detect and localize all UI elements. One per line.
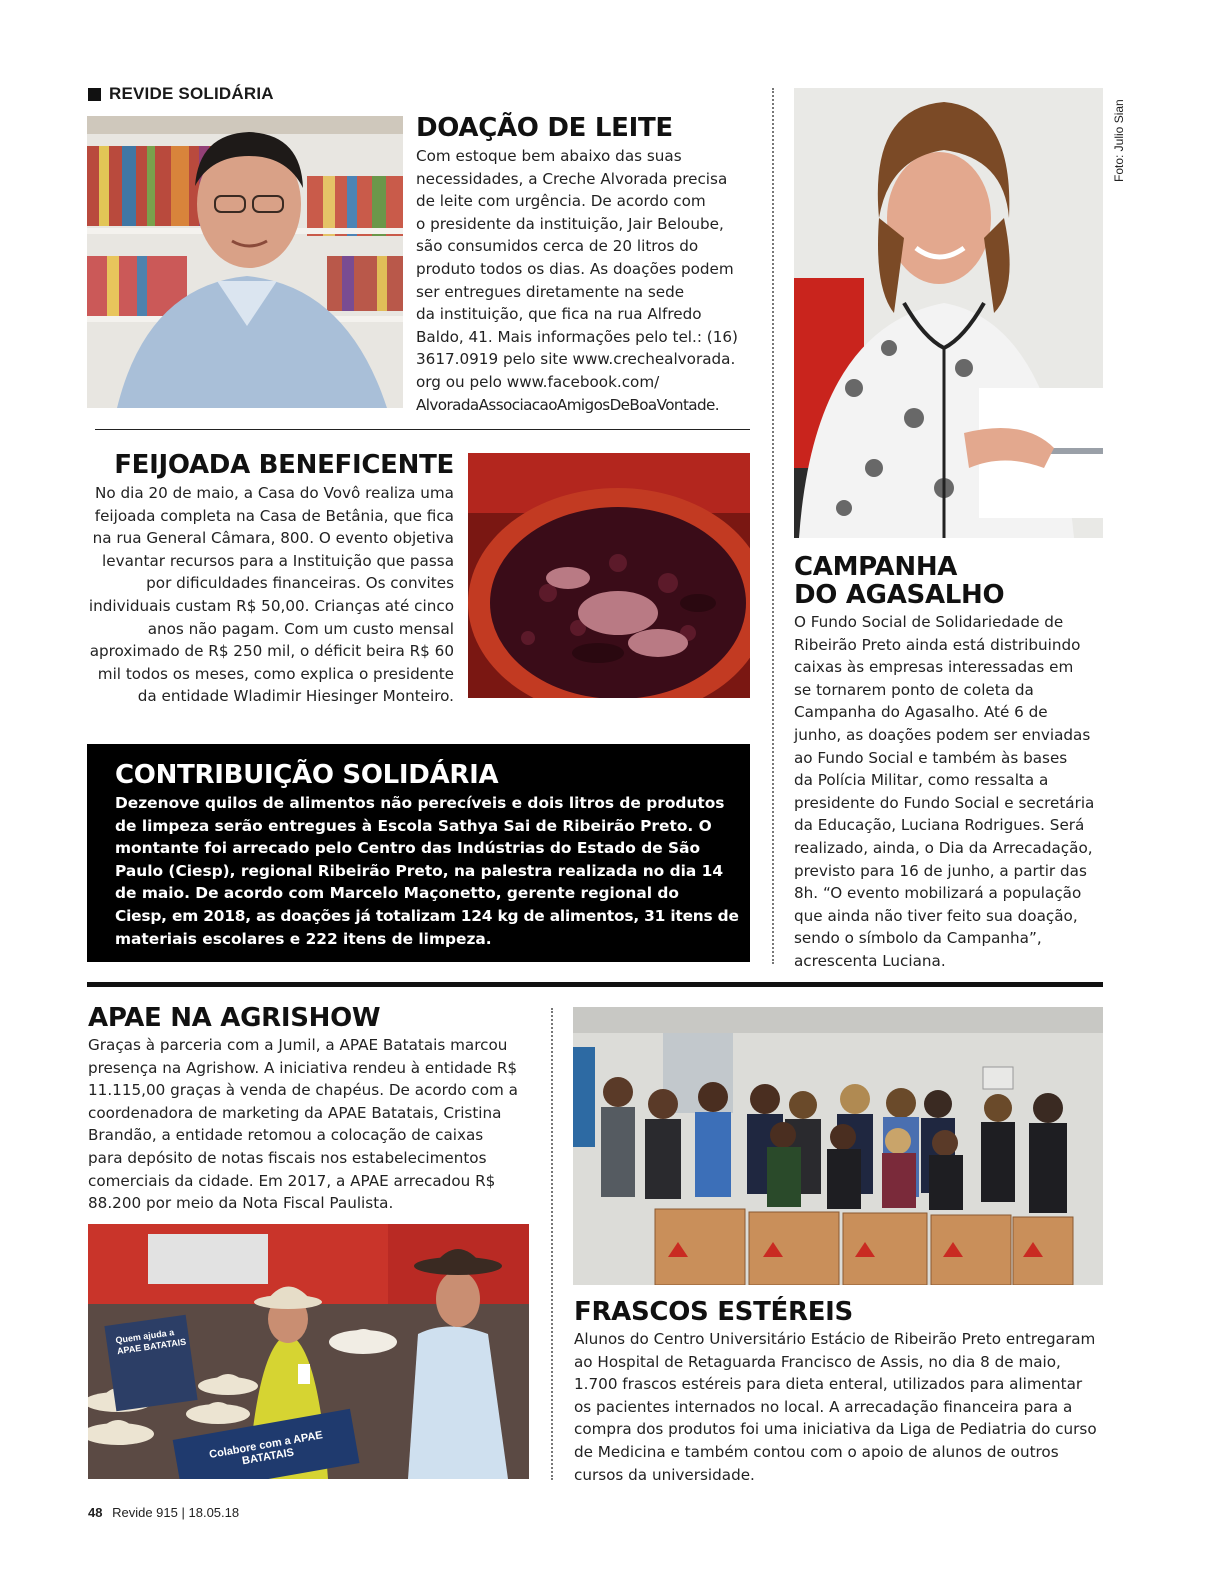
text-line: produto todos os dias. As doações podem <box>416 259 734 278</box>
text-line: são consumidos cerca de 20 litros do <box>416 237 699 256</box>
text-line: Campanha do Agasalho. Até 6 de <box>794 703 1048 722</box>
article-title-agasalho <box>794 553 1114 609</box>
text-line: org ou pelo www.facebook.com/ <box>416 372 660 391</box>
text-line: de leite com urgência. De acordo com <box>416 192 706 211</box>
article-title-frascos: FRASCOS ESTÉREIS <box>574 1297 853 1327</box>
article-title-feijoada: FEIJOADA BENEFICENTE <box>114 450 454 480</box>
text-line: Baldo, 41. Mais informações pelo tel.: (16) <box>416 327 738 346</box>
photo-luciana-rodrigues <box>794 88 1103 538</box>
article-body-doacao-leite <box>416 145 761 416</box>
text-line: que ainda não tiver feito sua doação, <box>794 906 1078 925</box>
text-line: Graças à parceria com a Jumil, a APAE Batatais marcou <box>88 1036 508 1054</box>
article-frascos <box>574 1298 1114 1486</box>
text-line: os pacientes internados no local. A arrecadação financeira para a <box>574 1397 1073 1416</box>
section-label-text: REVIDE SOLIDÁRIA <box>109 84 274 103</box>
magazine-issue: Revide 915 <box>112 1505 178 1520</box>
text-line: levantar recursos para a Instituição que passa <box>102 551 454 570</box>
photo-feijoada <box>468 453 750 698</box>
article-feijoada <box>88 451 454 708</box>
text-line: de limpeza serão entregues à Escola Sathya Sai de Ribeirão Preto. O <box>115 816 712 835</box>
text-line: presença na Agrishow. A iniciativa rendeu à entidade R$ <box>88 1058 518 1077</box>
text-line: da Educação, Luciana Rodrigues. Será <box>794 816 1085 835</box>
text-line: Ribeirão Preto ainda está distribuindo <box>794 635 1081 654</box>
photo-credit: Foto: Julio Sian <box>1112 99 1126 182</box>
text-line: 1.700 frascos estéreis para dieta enteral, utilizados para alimentar <box>574 1375 1083 1394</box>
text-line: 11.115,00 graças à venda de chapéus. De acordo com a <box>88 1081 518 1100</box>
text-line: mil todos os meses, como explica o presidente <box>97 664 454 683</box>
text-line: aproximado de R$ 250 mil, o déficit beira R$ 60 <box>89 642 454 661</box>
text-line: comerciais da cidade. Em 2017, a APAE arrecadou R$ <box>88 1171 496 1190</box>
section-square-icon <box>88 88 101 101</box>
page-number: 48 <box>88 1505 103 1520</box>
photo-jair-beloube <box>87 116 403 408</box>
text-line: se tornarem ponto de coleta da <box>794 680 1034 699</box>
text-line: da entidade Wladimir Hiesinger Monteiro. <box>137 687 454 706</box>
text-line: Alunos do Centro Universitário Estácio de Ribeirão Preto entregaram <box>574 1330 1096 1348</box>
divider-line <box>95 429 750 430</box>
text-line: 3617.0919 pelo site www.crechealvorada. <box>416 350 736 369</box>
section-divider-thick <box>87 982 1103 987</box>
title-line: CAMPANHA <box>794 552 958 582</box>
text-line: 8h. “O evento mobilizará a população <box>794 884 1082 903</box>
text-line: por dificuldades financeiras. Os convites <box>146 574 454 593</box>
text-line: cursos da universidade. <box>574 1465 755 1484</box>
text-line: O Fundo Social de Solidariedade de <box>794 613 1064 631</box>
sign-text-quem-ajuda: Quem ajuda a APAE BATATAIS <box>114 1327 187 1357</box>
text-line: ao Fundo Social e também às bases <box>794 748 1068 767</box>
article-doacao-leite <box>416 114 761 416</box>
column-divider-dotted <box>551 1008 553 1480</box>
text-line: junho, as doações podem ser enviadas <box>794 725 1091 744</box>
sign-text-colabore: Colabore com a APAE BATATAIS <box>208 1429 324 1468</box>
text-line: da instituição, que fica na rua Alfredo <box>416 305 702 324</box>
text-line: Ciesp, em 2018, as doações já totalizam 124 kg de alimentos, 31 itens de <box>115 906 739 925</box>
text-line: Com estoque bem abaixo das suas <box>416 147 682 165</box>
text-line: previsto para 16 de junho, a partir das <box>794 861 1087 880</box>
article-title-doacao-leite: DOAÇÃO DE LEITE <box>416 113 673 143</box>
photo-apae-agrishow <box>88 1224 529 1479</box>
article-title-contribuicao: CONTRIBUIÇÃO SOLIDÁRIA <box>115 760 499 790</box>
text-line: o presidente da instituição, Jair Beloube, <box>416 214 724 233</box>
footer-separator: | <box>181 1505 189 1520</box>
article-apae <box>88 1004 538 1215</box>
article-body-agasalho <box>794 611 1114 973</box>
page-footer <box>88 1505 239 1520</box>
text-line: 88.200 por meio da Nota Fiscal Paulista. <box>88 1194 394 1213</box>
text-line: anos não pagam. Com um custo mensal <box>147 619 454 638</box>
title-line: DO AGASALHO <box>794 580 1005 610</box>
text-line: AlvoradaAssociacaoAmigosDeBoaVontade. <box>416 395 720 414</box>
text-line: Dezenove quilos de alimentos não perecíveis e dois litros de produtos <box>115 794 725 812</box>
text-line: individuais custam R$ 50,00. Crianças até cinco <box>88 596 454 615</box>
article-body-apae <box>88 1034 538 1215</box>
text-line: da Polícia Militar, como ressalta a <box>794 771 1049 790</box>
text-line: acrescenta Luciana. <box>794 951 946 970</box>
section-label <box>88 84 274 104</box>
article-agasalho <box>794 553 1114 973</box>
text-line: No dia 20 de maio, a Casa do Vovô realiza uma <box>94 484 454 502</box>
text-line: ser entregues diretamente na sede <box>416 282 685 301</box>
text-line: sendo o símbolo da Campanha”, <box>794 929 1042 948</box>
column-divider-dotted <box>772 88 774 964</box>
text-line: Paulo (Ciesp), regional Ribeirão Preto, na palestra realizada no dia 14 <box>115 861 724 880</box>
text-line: realizado, ainda, o Dia da Arrecadação, <box>794 838 1093 857</box>
text-line: caixas às empresas interessadas em <box>794 658 1074 677</box>
text-line: feijoada completa na Casa de Betânia, que fica <box>94 506 454 525</box>
text-line: materiais escolares e 222 itens de limpeza. <box>115 929 492 948</box>
text-line: necessidades, a Creche Alvorada precisa <box>416 169 728 188</box>
text-line: para depósito de notas fiscais nos estabelecimentos <box>88 1148 487 1167</box>
text-line: de Medicina e também contou com o apoio de alunos de outros <box>574 1442 1059 1461</box>
article-body-contribuicao <box>115 792 745 950</box>
text-line: Brandão, a entidade retomou a colocação de caixas <box>88 1126 484 1145</box>
article-title-apae: APAE NA AGRISHOW <box>88 1003 381 1033</box>
photo-frascos-estereis <box>573 1007 1103 1285</box>
text-line: coordenadora de marketing da APAE Batatais, Cristina <box>88 1103 502 1122</box>
text-line: de maio. De acordo com Marcelo Maçonetto, gerente regional do <box>115 884 679 903</box>
text-line: ao Hospital de Retaguarda Francisco de Assis, no dia 8 de maio, <box>574 1352 1061 1371</box>
text-line: na rua General Câmara, 800. O evento objetiva <box>92 529 454 548</box>
highlight-box-contribuicao <box>87 744 750 962</box>
article-body-feijoada <box>88 482 454 708</box>
text-line: presidente do Fundo Social e secretária <box>794 793 1095 812</box>
issue-date: 18.05.18 <box>188 1505 240 1520</box>
text-line: montante foi arrecado pelo Centro das Indústrias do Estado de São <box>115 839 701 858</box>
article-body-frascos <box>574 1328 1114 1486</box>
text-line: compra dos produtos foi uma iniciativa da Liga de Pediatria do curso <box>574 1420 1097 1439</box>
